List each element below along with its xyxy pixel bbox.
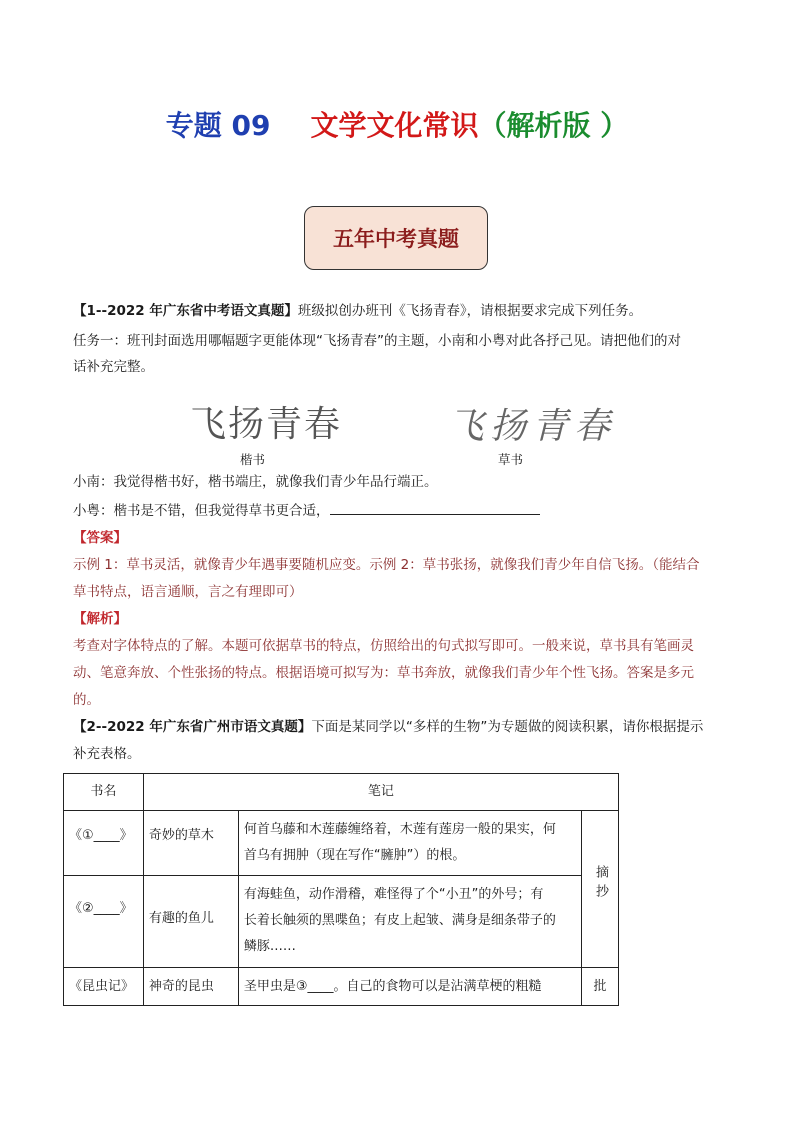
caoshu-calligraphy-image: 飞扬青春 [448,406,617,447]
q1-source: 【1--2022 年广东省中考语文真题】 [73,303,298,319]
analysis-line-1: 考查对字体特点的了解。本题可依据草书的特点，仿照给出的句式拟写即可。一般来说，草书具有笔画灵 [73,638,694,654]
note-line: 长着长触须的黑喋鱼；有皮上起皱、满身是细条带子的 [243,913,556,928]
note-line: 鳞豚…… [243,939,296,954]
answer-label: 【答案】 [73,530,127,546]
book-cell: 《②____》 [64,876,144,968]
caoshu-caption: 草书 [498,452,524,467]
header-book-name: 书名 [64,774,144,811]
analysis-line-2: 动、笔意奔放、个性张扬的特点。根据语境可拟写为：草书奔放，就像我们青少年个性飞扬。答案是多元 [73,665,694,681]
title-topic-name: 文学文化常识 [310,109,479,142]
book-cell: 《①____》 [64,811,144,876]
note-cell [238,876,581,968]
analysis-line-3: 的。 [73,692,100,708]
dialog-xiaoyue-line [73,502,540,519]
section-heading-box: 五年中考真题 [304,206,488,270]
title-edition: （解析版 ） [478,109,629,142]
analysis-label: 【解析】 [73,611,127,627]
topic-cell: 神奇的昆虫 [143,968,238,1006]
topic-cell: 奇妙的草木 [143,811,238,876]
kaishu-calligraphy-image: 飞扬青春 [190,404,343,445]
answer-blank [330,502,540,515]
book-cell: 《昆虫记》 [64,968,144,1006]
answer-line-2: 草书特点，语言通顺，言之有理即可） [73,584,303,600]
note-line: 首乌有拥肿（现在写作“臃肿”）的根。 [243,848,466,863]
note-line: 何首乌藤和木莲藤缠络着，木莲有莲房一般的果实，何 [243,822,556,837]
table-row [64,876,619,968]
side-label-excerpt [581,811,618,968]
note-line: 有海蛙鱼，动作滑稽，难怪得了个“小丑”的外号；有 [243,887,544,902]
page-title [0,104,794,144]
table-header-row [64,774,619,811]
q2-intro: 下面是某同学以“多样的生物”为专题做的阅读积累，请你根据提示 [311,719,704,735]
side-label-comment: 批 [581,968,618,1006]
answer-line-1: 示例 1：草书灵活，就像青少年遇事要随机应变。示例 2：草书张扬，就像我们青少年自信飞扬。（能结合 [73,557,700,573]
dialog-xiaoyue: 小粤：楷书是不错，但我觉得草书更合适， [73,503,330,519]
note-cell [238,811,581,876]
q1-intro: 班级拟创办班刊《飞扬青春》，请根据要求完成下列任务。 [297,303,643,319]
kaishu-caption: 楷书 [240,452,266,467]
note-cell: 圣甲虫是③____。自己的食物可以是沾满草梗的粗糙 [238,968,581,1006]
q1-task-line-2: 话补充完整。 [73,359,154,375]
header-notes: 笔记 [143,774,618,811]
table-row [64,811,619,876]
title-topic-number: 专题 09 [165,109,271,142]
topic-cell: 有趣的鱼儿 [143,876,238,968]
q2-source: 【2--2022 年广东省广州市语文真题】 [73,719,312,735]
q1-intro-line [73,303,642,319]
dialog-xiaonan: 小南：我觉得楷书好，楷书端庄，就像我们青少年品行端正。 [73,474,438,490]
q2-intro-line [73,719,703,735]
q1-task-line-1: 任务一：班刊封面选用哪幅题字更能体现“飞扬青春”的主题，小南和小粤对此各抒己见。请把他们的对 [73,333,681,349]
q2-intro-line-2: 补充表格。 [73,746,141,762]
reading-notes-table [63,773,619,1006]
side-label-text: 摘抄 [592,865,608,903]
table-row [64,968,619,1006]
